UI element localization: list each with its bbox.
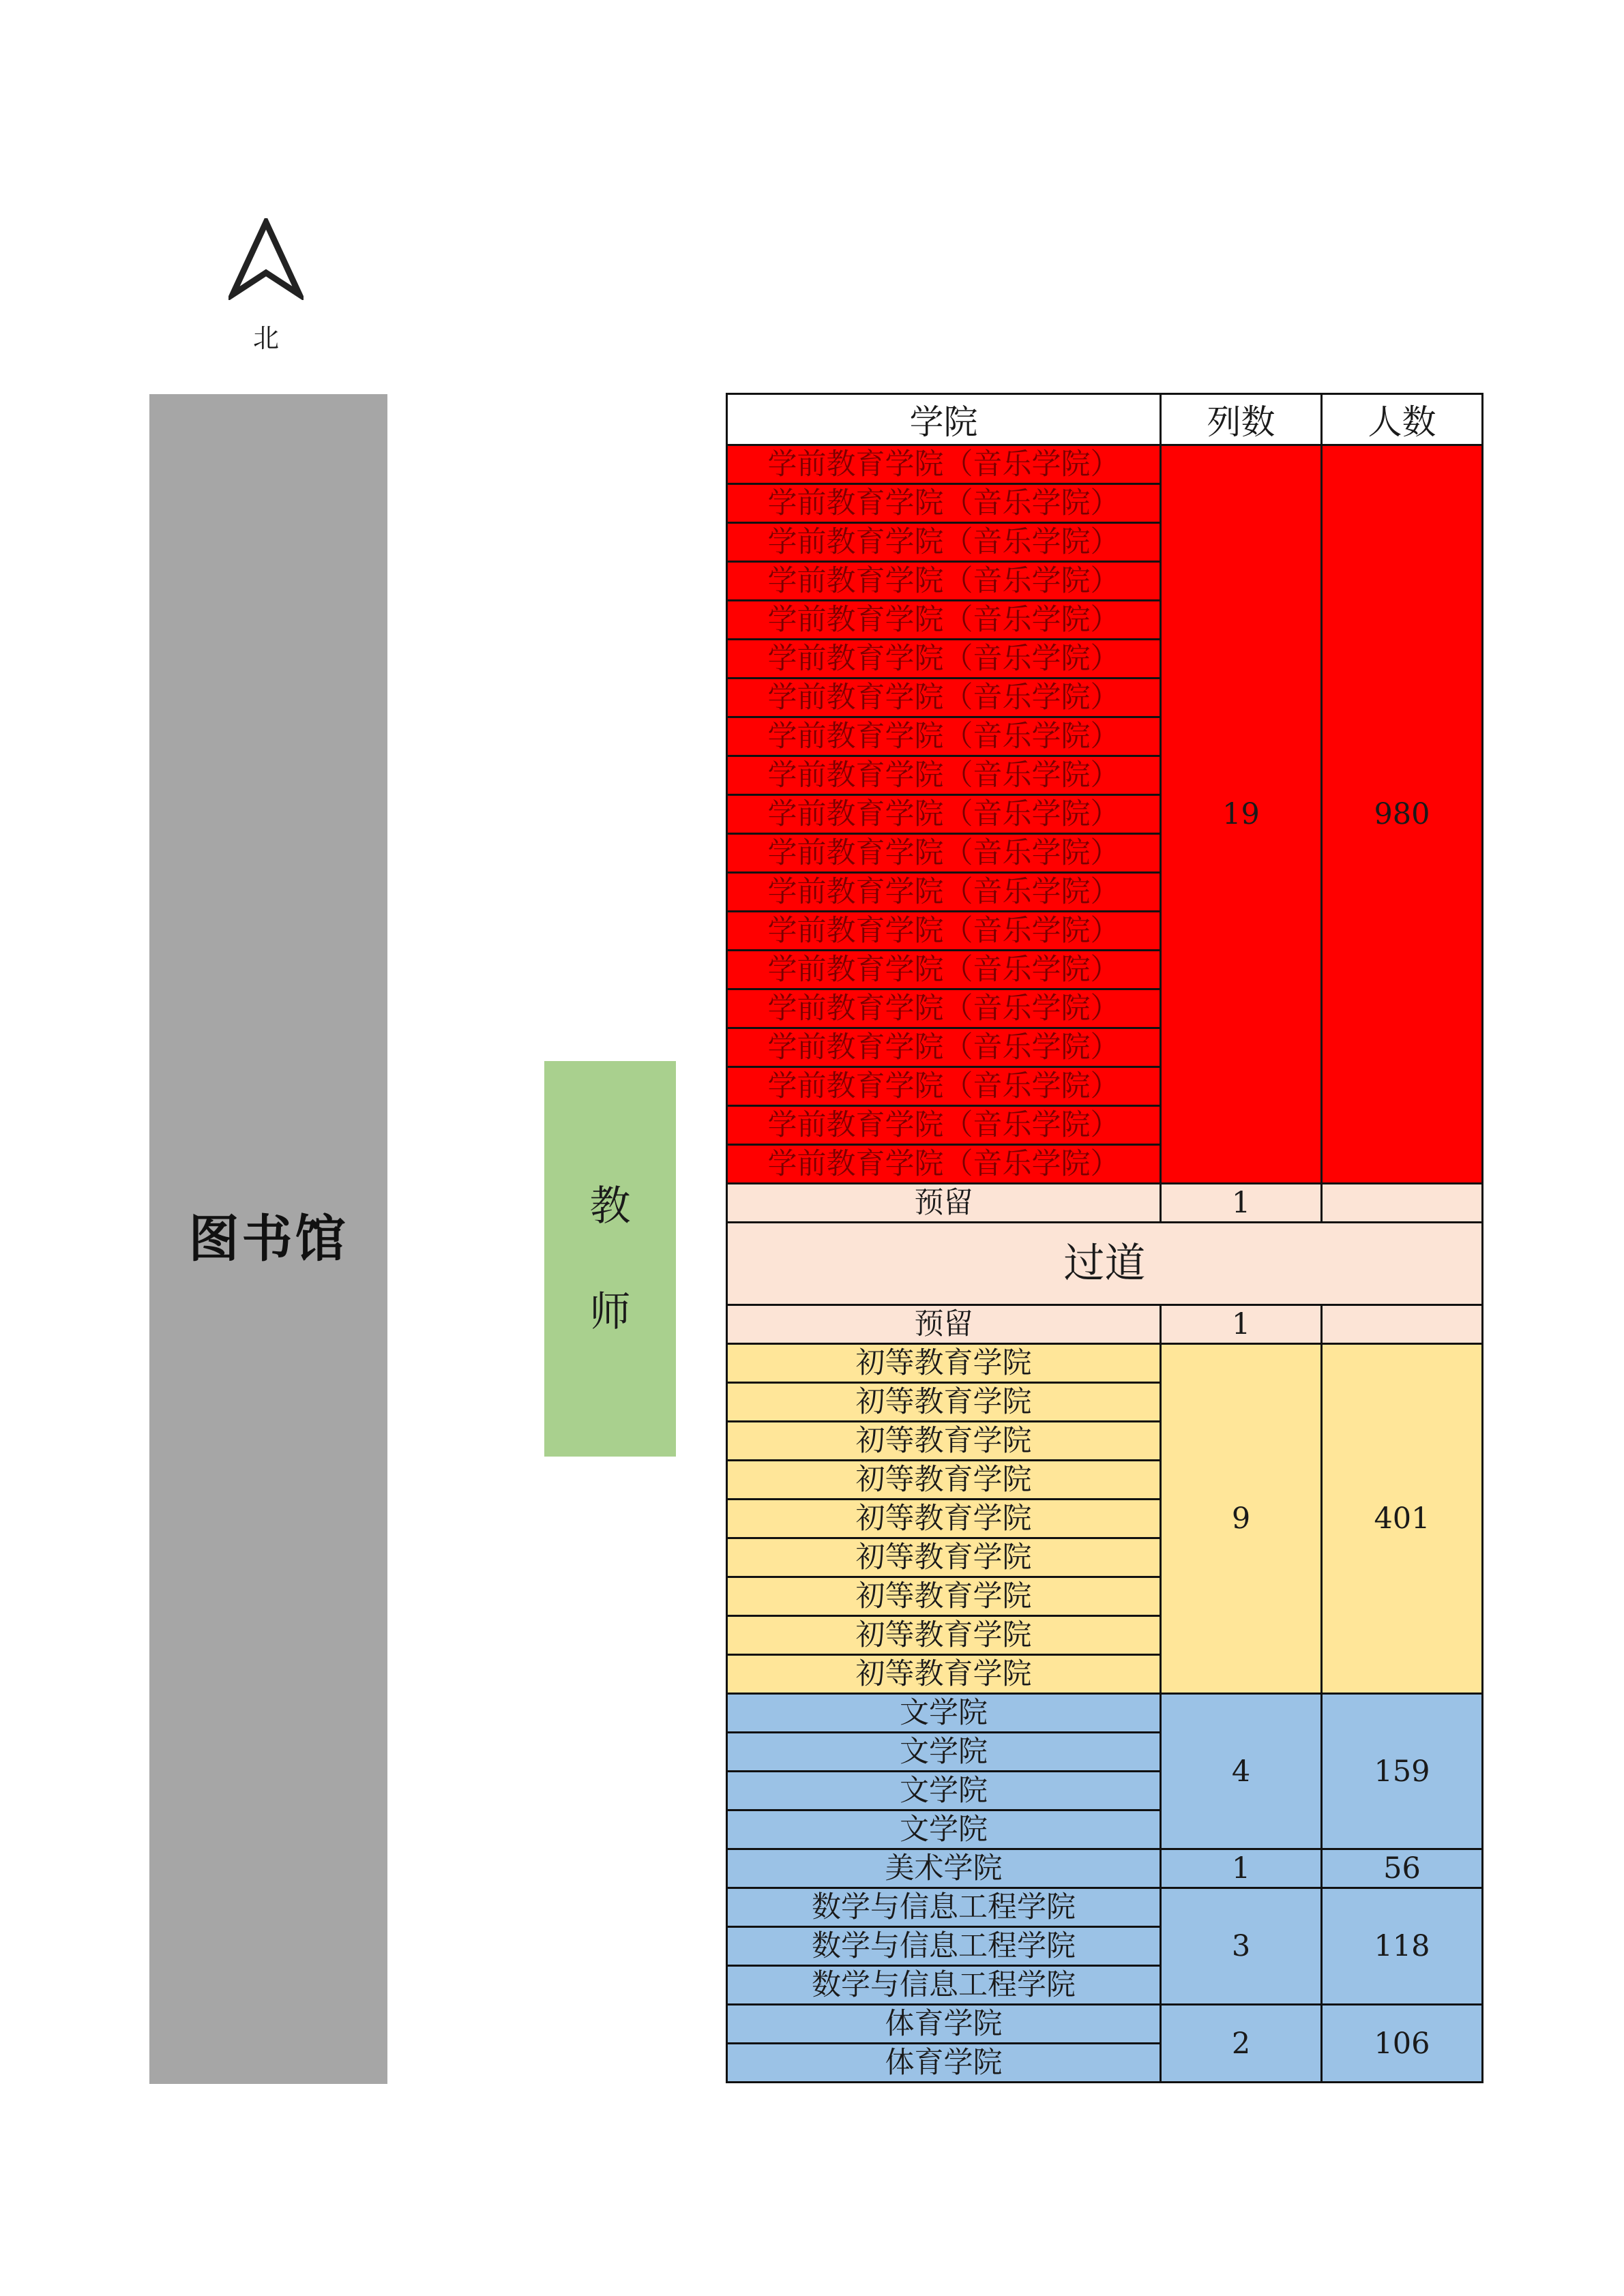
header-people: 人数 (1322, 394, 1483, 445)
college-cell: 文学院 (727, 1694, 1161, 1733)
table-body (727, 445, 1483, 2083)
people-count-cell: 118 (1322, 1888, 1483, 2005)
college-cell: 初等教育学院 (727, 1461, 1161, 1500)
people-count-cell (1322, 1184, 1483, 1223)
college-cell: 数学与信息工程学院 (727, 1888, 1161, 1927)
library-label: 图书馆 (188, 1210, 349, 1268)
column-count-cell: 19 (1161, 445, 1322, 1184)
seating-table (726, 393, 1483, 2083)
college-cell: 数学与信息工程学院 (727, 1966, 1161, 2005)
college-cell: 初等教育学院 (727, 1383, 1161, 1422)
college-cell: 文学院 (727, 1810, 1161, 1849)
north-arrow-icon (228, 218, 304, 300)
teacher-char: 师 (589, 1288, 631, 1336)
college-cell: 学前教育学院（音乐学院） (727, 912, 1161, 951)
college-cell: 体育学院 (727, 2005, 1161, 2044)
teacher-char: 教 (589, 1182, 631, 1230)
compass (225, 218, 307, 353)
college-cell: 文学院 (727, 1772, 1161, 1810)
college-cell: 体育学院 (727, 2044, 1161, 2083)
header-college: 学院 (727, 394, 1161, 445)
table-row (727, 1694, 1483, 1733)
aisle-label: 过道 (727, 1223, 1483, 1305)
college-cell: 学前教育学院（音乐学院） (727, 1106, 1161, 1145)
college-cell: 学前教育学院（音乐学院） (727, 834, 1161, 873)
library-block (149, 394, 387, 2084)
column-count-cell: 9 (1161, 1344, 1322, 1694)
college-cell: 初等教育学院 (727, 1655, 1161, 1694)
college-cell: 美术学院 (727, 1849, 1161, 1888)
table-row (727, 1344, 1483, 1383)
people-count-cell: 401 (1322, 1344, 1483, 1694)
college-cell: 学前教育学院（音乐学院） (727, 951, 1161, 989)
people-count-cell: 159 (1322, 1694, 1483, 1849)
column-count-cell: 1 (1161, 1305, 1322, 1344)
college-cell: 预留 (727, 1184, 1161, 1223)
column-count-cell: 2 (1161, 2005, 1322, 2083)
college-cell: 数学与信息工程学院 (727, 1927, 1161, 1966)
college-cell: 初等教育学院 (727, 1538, 1161, 1577)
college-cell: 初等教育学院 (727, 1344, 1161, 1383)
college-cell: 学前教育学院（音乐学院） (727, 679, 1161, 717)
college-cell: 学前教育学院（音乐学院） (727, 484, 1161, 523)
people-count-cell (1322, 1305, 1483, 1344)
college-cell: 初等教育学院 (727, 1577, 1161, 1616)
aisle-row (727, 1223, 1483, 1305)
college-cell: 学前教育学院（音乐学院） (727, 640, 1161, 679)
table-row (727, 1184, 1483, 1223)
north-label: 北 (252, 323, 279, 353)
table-row (727, 1305, 1483, 1344)
college-cell: 学前教育学院（音乐学院） (727, 717, 1161, 756)
college-cell: 学前教育学院（音乐学院） (727, 1067, 1161, 1106)
people-count-cell: 980 (1322, 445, 1483, 1184)
people-count-cell: 106 (1322, 2005, 1483, 2083)
college-cell: 学前教育学院（音乐学院） (727, 756, 1161, 795)
college-cell: 初等教育学院 (727, 1422, 1161, 1461)
college-cell: 学前教育学院（音乐学院） (727, 989, 1161, 1028)
table-header-row (727, 394, 1483, 445)
college-cell: 学前教育学院（音乐学院） (727, 1028, 1161, 1067)
college-cell: 文学院 (727, 1733, 1161, 1772)
column-count-cell: 1 (1161, 1184, 1322, 1223)
college-cell: 预留 (727, 1305, 1161, 1344)
college-cell: 学前教育学院（音乐学院） (727, 523, 1161, 562)
people-count-cell: 56 (1322, 1849, 1483, 1888)
header-cols: 列数 (1161, 394, 1322, 445)
table-row (727, 1849, 1483, 1888)
column-count-cell: 3 (1161, 1888, 1322, 2005)
college-cell: 学前教育学院（音乐学院） (727, 562, 1161, 601)
column-count-cell: 4 (1161, 1694, 1322, 1849)
college-cell: 学前教育学院（音乐学院） (727, 795, 1161, 834)
table-row (727, 1888, 1483, 1927)
college-cell: 初等教育学院 (727, 1616, 1161, 1655)
teacher-block (544, 1061, 676, 1457)
college-cell: 初等教育学院 (727, 1500, 1161, 1538)
table-row (727, 2005, 1483, 2044)
college-cell: 学前教育学院（音乐学院） (727, 873, 1161, 912)
column-count-cell: 1 (1161, 1849, 1322, 1888)
table-row (727, 445, 1483, 484)
college-cell: 学前教育学院（音乐学院） (727, 445, 1161, 484)
college-cell: 学前教育学院（音乐学院） (727, 1145, 1161, 1184)
college-cell: 学前教育学院（音乐学院） (727, 601, 1161, 640)
